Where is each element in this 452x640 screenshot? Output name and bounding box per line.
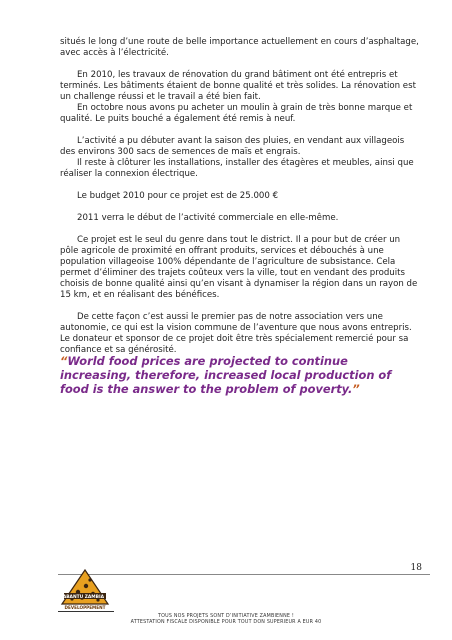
quote-text: World food prices are projected to continue increasing, therefore, increased local production of food is the answer to the problem of poverty. [60, 354, 392, 396]
body-text [60, 37, 420, 367]
paragraph-9: De cette façon c’est aussi le premier pas de notre association vers une autonomie, ce qui est la vision commune de l’aventure que nous avons entrepris. Le donateur et sponsor de ce projet doit être très spécialement remercié pour sa confiance et sa générosité. [60, 312, 412, 355]
paragraph-5: Il reste à clôturer les installations, installer des étagères et meubles, ainsi que réaliser la connexion électrique. [60, 158, 414, 179]
footer-line-2: ATTESTATION FISCALE DISPONIBLE POUR TOUT DON SUPERIEUR A EUR 40 [130, 620, 322, 625]
logo-graphic [60, 566, 110, 606]
footer-line-1: TOUS NOS PROJETS SONT D’INITIATIVE ZAMBIENNE ! [158, 614, 294, 619]
quote-close-mark: ” [352, 382, 360, 396]
pull-quote [60, 354, 422, 396]
paragraph-2: En 2010, les travaux de rénovation du grand bâtiment ont été entrepris et terminés. Les bâtiments étaient de bonne qualité et très solides. La rénovation est un challenge réussi et le travail a été bien fait. [60, 70, 416, 102]
abantu-zambia-logo [60, 566, 110, 606]
paragraph-8: Ce projet est le seul du genre dans tout le district. Il a pour but de créer un pôle agricole de proximité en offrant produits, services et débouchés à une population villageoise 100% dépendante de l’agriculture de subsistance. Cela permet d’éliminer des trajets coûteux vers la ville, tout en vendant des produits choisis de bonne qualité ainsi qu’en visant à dynamiser la région dans un rayon de 15 km, et en réalisant des bénéfices. [60, 235, 418, 300]
footer-divider [58, 574, 430, 575]
paragraph-4: L’activité a pu débuter avant la saison des pluies, en vendant aux villageois des environs 300 sacs de semences de maïs et engrais. [60, 136, 405, 157]
logo-caption: DEVELOPPEMENT [64, 605, 106, 610]
paragraph-3: En octobre nous avons pu acheter un moulin à grain de très bonne marque et qualité. Le puits bouché a également été remis à neuf. [60, 103, 413, 124]
paragraph-7: 2011 verra le début de l’activité commerciale en elle-même. [77, 213, 339, 223]
paragraph-1: situés le long d’une route de belle importance actuellement en cours d’asphaltage, avec accès à l’électricité. [60, 37, 419, 58]
page-number: 18 [410, 563, 422, 573]
svg-text:ABANTU ZAMBIA |: ABANTU ZAMBIA | [62, 595, 108, 600]
paragraph-6: Le budget 2010 pour ce projet est de 25.000 € [77, 191, 279, 201]
quote-open-mark: “ [60, 354, 68, 368]
logo-underline [58, 611, 114, 612]
